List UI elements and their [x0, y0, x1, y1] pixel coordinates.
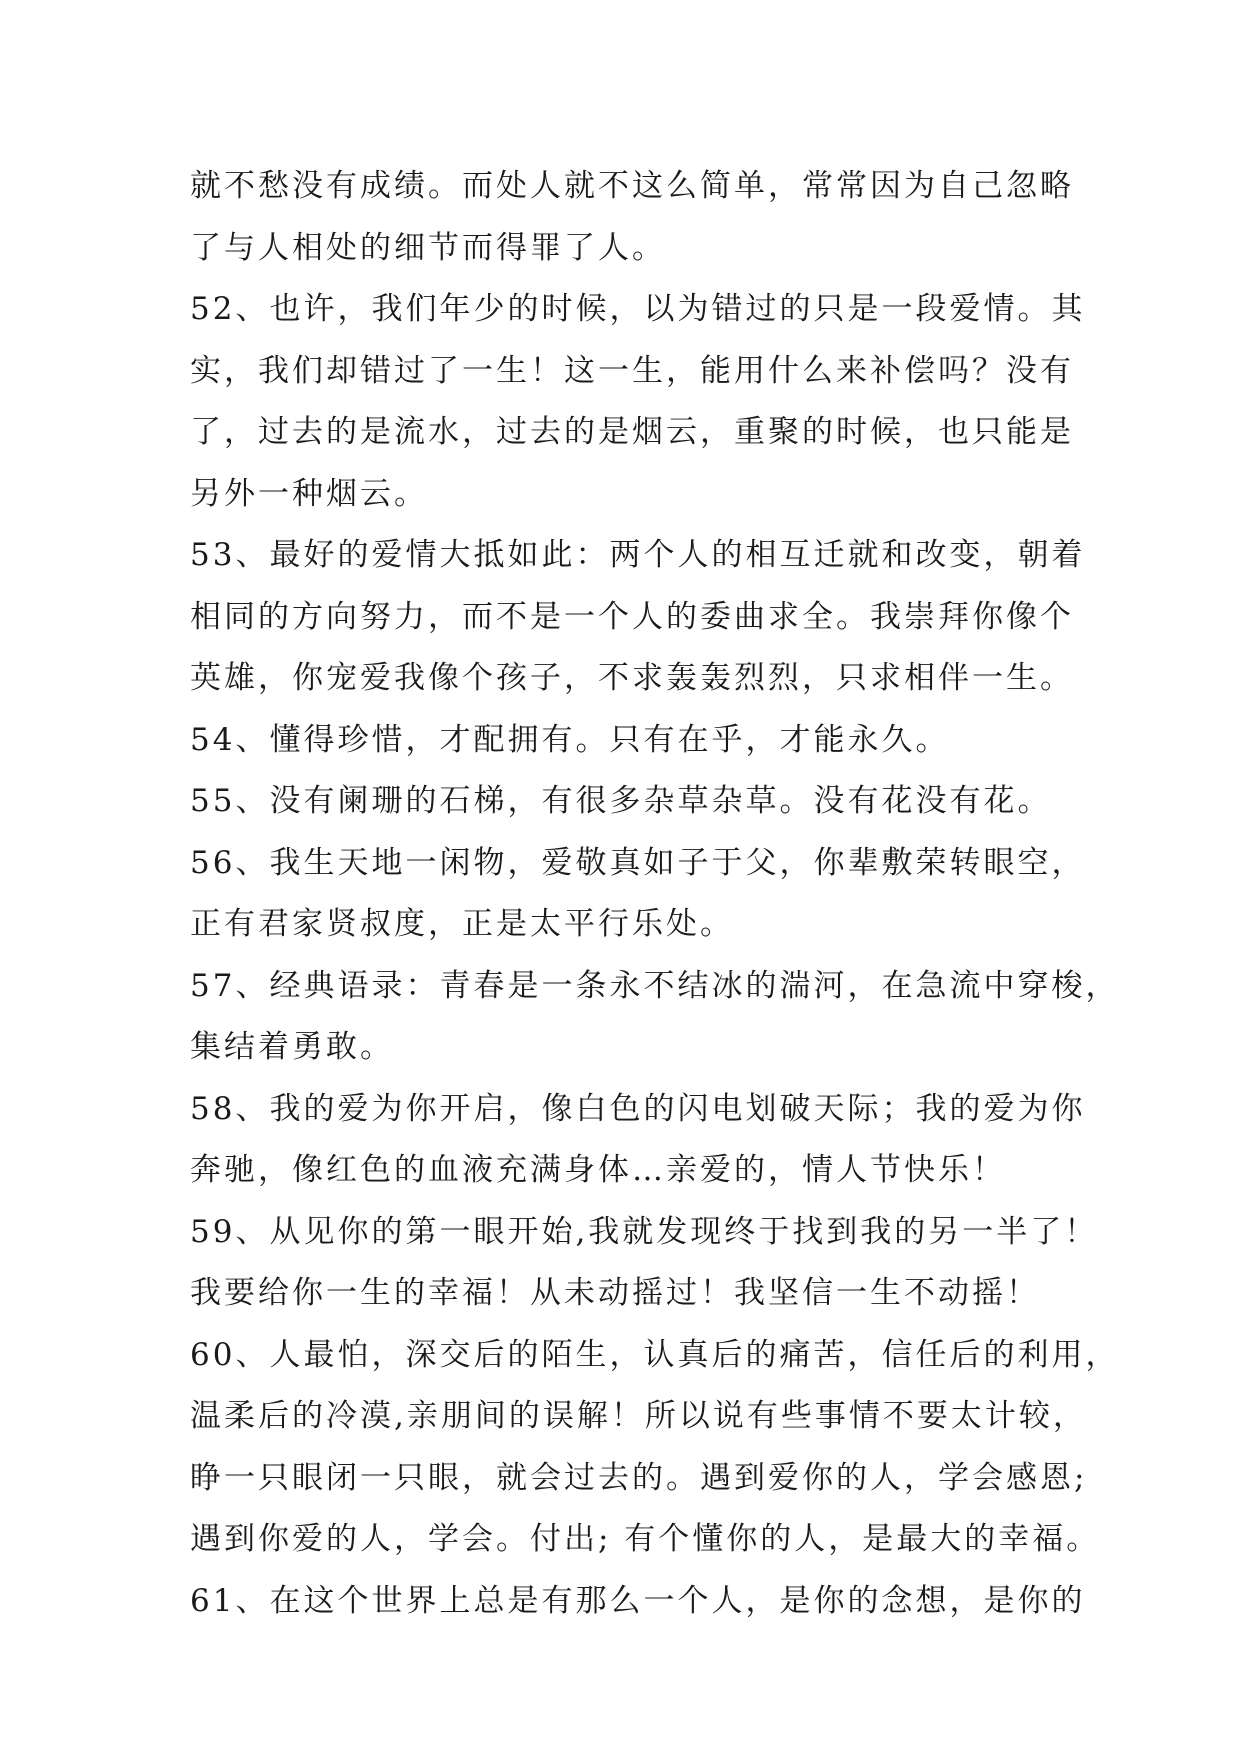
- text-line: 58、我的爱为你开启，像白色的闪电划破天际；我的爱为你: [190, 1090, 1086, 1127]
- text-line: 了与人相处的细节而得罪了人。: [190, 229, 666, 266]
- text-line: 56、我生天地一闲物，爱敬真如子于父，你辈敷荣转眼空，: [190, 844, 1086, 881]
- text-line: 我要给你一生的幸福！从未动摇过！我坚信一生不动摇！: [190, 1275, 1040, 1311]
- text-line: 睁一只眼闭一只眼，就会过去的。遇到爱你的人，学会感恩;: [190, 1459, 1088, 1496]
- text-line: 集结着勇敢。: [190, 1029, 394, 1065]
- text-line: 52、也许，我们年少的时候，以为错过的只是一段爱情。其: [190, 291, 1086, 327]
- text-line: 59、从见你的第一眼开始,我就发现终于找到我的另一半了！: [190, 1213, 1099, 1250]
- text-line: 另外一种烟云。: [190, 475, 428, 512]
- text-line: 正有君家贤叔度，正是太平行乐处。: [190, 906, 734, 942]
- text-line: 60、人最怕，深交后的陌生，认真后的痛苦，信任后的利用，: [190, 1336, 1120, 1373]
- text-line: 英雄，你宠爱我像个孩子，不求轰轰烈烈，只求相伴一生。: [190, 660, 1074, 696]
- text-line: 54、懂得珍惜，才配拥有。只有在乎，才能永久。: [190, 721, 950, 758]
- text-line: 57、经典语录：青春是一条永不结冰的湍河，在急流中穿梭，: [190, 967, 1120, 1004]
- text-line: 遇到你爱的人，学会。付出; 有个懂你的人，是最大的幸福。: [190, 1521, 1101, 1557]
- text-line: 55、没有阑珊的石梯，有很多杂草杂草。没有花没有花。: [190, 783, 1052, 819]
- text-line: 相同的方向努力，而不是一个人的委曲求全。我崇拜你像个: [190, 598, 1074, 635]
- text-line: 就不愁没有成绩。而处人就不这么简单，常常因为自己忽略: [190, 168, 1074, 204]
- text-line: 了，过去的是流水，过去的是烟云，重聚的时候，也只能是: [190, 414, 1074, 450]
- text-line: 奔驰，像红色的血液充满身体…亲爱的，情人节快乐！: [190, 1152, 1006, 1188]
- text-line: 53、最好的爱情大抵如此：两个人的相互迁就和改变，朝着: [190, 537, 1086, 573]
- text-line: 温柔后的冷漠,亲朋间的误解！所以说有些事情不要太计较，: [190, 1398, 1087, 1434]
- text-line: 实，我们却错过了一生！这一生，能用什么来补偿吗？没有: [190, 352, 1074, 389]
- body-text: [190, 156, 1120, 1632]
- text-line: 61、在这个世界上总是有那么一个人，是你的念想，是你的: [190, 1582, 1086, 1619]
